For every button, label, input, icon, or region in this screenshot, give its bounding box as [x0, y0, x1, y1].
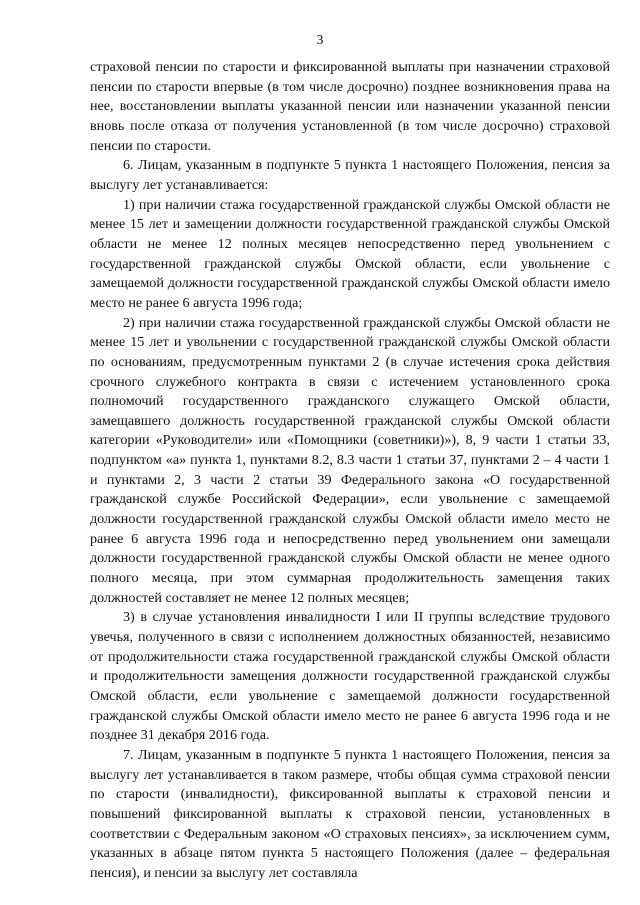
paragraph-item-6-1: 1) при наличии стажа государственной гражданской службы Омской области не менее 15 лет и замещении должности государственной гражданской службы Омской области не менее 12 полных месяцев непосредственно перед увольнением с государственной гражданской службы Омской области, если увольнение с замещаемой должности государственной гражданской службы Омской области имело место не ранее 6 августа 1996 года; — [90, 196, 610, 311]
document-body — [90, 58, 610, 884]
paragraph-item-6-2: 2) при наличии стажа государственной гражданской службы Омской области не менее 15 лет и увольнении с государственной гражданской службы Омской области по основаниям, предусмотренным пунктами 2 (в случае истечения срока действия срочного служебного контракта в связи с истечением установленного срока полномочий государственного гражданского служащего Омской области, замещавшего должность государственной гражданской службы Омской области категории «Руководители» или «Помощники (советники)»), 8, 9 части 1 статьи 33, подпунктом «а» пункта 1, пунктами 8.2, 8.3 части 1 статьи 37, пунктами 2 – 4 части 1 и пунктами 2, 3 части 2 статьи 39 Федерального закона «О государственной гражданской службе Российской Федерации», если увольнение с замещаемой должности государственной гражданской службы Омской области имело место не ранее 6 августа 1996 года и непосредственно перед увольнением они замещали должности государственной гражданской службы Омской области не менее одного полного месяца, при этом суммарная продолжительность замещения таких должностей составляет не менее 12 полных месяцев; — [90, 314, 610, 606]
paragraph-item-6: 6. Лицам, указанным в подпункте 5 пункта 1 настоящего Положения, пенсия за выслугу лет устанавливается: — [90, 157, 610, 193]
paragraph-item-6-3: 3) в случае установления инвалидности I или II группы вследствие трудового увечья, полученного в связи с исполнением должностных обязанностей, независимо от продолжительности стажа государственной гражданской службы Омской области и продолжительности замещения должности государственной гражданской службы Омской области, если увольнение с замещаемой должности государственной гражданской службы Омской области имело место не ранее 6 августа 1996 года и не позднее 31 декабря 2016 года. — [90, 609, 610, 744]
paragraph-continuation: страховой пенсии по старости и фиксированной выплаты при назначении страховой пенсии по старости впервые (в том числе досрочно) позднее возникновения права на нее, восстановлении выплаты указанной пенсии или назначении указанной пенсии вновь после отказа от получения установленной (в том числе досрочно) страховой пенсии по старости. — [90, 59, 610, 154]
page-number: 3 — [316, 32, 324, 47]
paragraph-item-7: 7. Лицам, указанным в подпункте 5 пункта 1 настоящего Положения, пенсия за выслугу лет устанавливается в таком размере, чтобы общая сумма страховой пенсии по старости (инвалидности), фиксированной выплаты к страховой пенсии и повышений фиксированной выплаты к страховой пенсии, установленных в соответствии с Федеральным законом «О страховых пенсиях», за исключением сумм, указанных в абзаце пятом пункта 5 настоящего Положения (далее – федеральная пенсия), и пенсии за выслугу лет составляла — [90, 746, 610, 881]
